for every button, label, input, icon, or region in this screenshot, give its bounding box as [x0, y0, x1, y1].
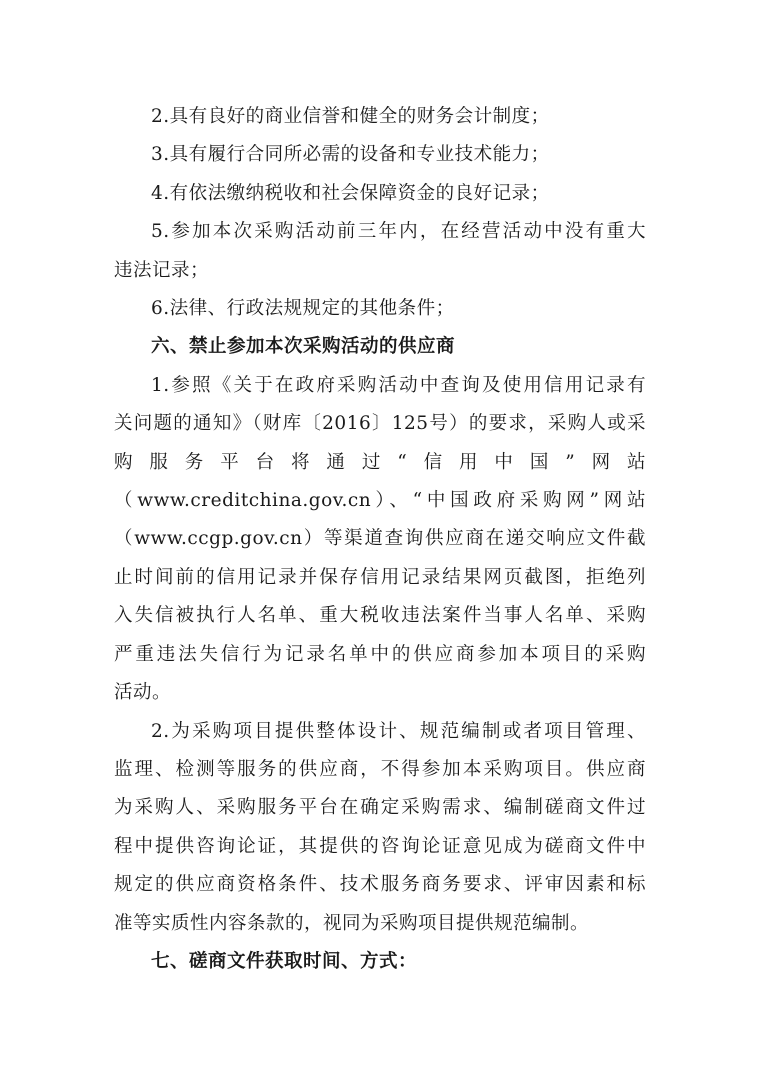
paragraph [114, 290, 646, 328]
text-line: 5.参加本次采购活动前三年内，在经营活动中没有重大 [151, 221, 646, 243]
text-line: 2.具有良好的商业信誉和健全的财务会计制度； [151, 106, 550, 127]
text-line: （www.ccgp.gov.cn）等渠道查询供应商在递交响应文件截 [114, 528, 646, 550]
text-line: 购服务平台将通过“信用中国”网站 [114, 451, 646, 473]
section-heading: 七、磋商文件获取时间、方式： [151, 950, 418, 972]
text-line: 程中提供咨询论证，其提供的咨询论证意见成为磋商文件中 [114, 835, 646, 857]
section-heading: 六、禁止参加本次采购活动的供应商 [151, 336, 456, 358]
text-line: 违法记录； [114, 259, 210, 281]
text-line: 准等实质性内容条款的，视同为采购项目提供规范编制。 [114, 912, 590, 934]
text-line: 3.具有履行合同所必需的设备和专业技术能力； [151, 144, 550, 166]
paragraph [114, 213, 646, 290]
paragraph [114, 98, 646, 136]
text-line: 规定的供应商资格条件、技术服务商务要求、评审因素和标 [114, 874, 646, 896]
paragraph [114, 136, 646, 174]
paragraph [114, 713, 646, 943]
text-line: 监理、检测等服务的供应商，不得参加本采购项目。供应商 [114, 758, 646, 780]
text-line: 为采购人、采购服务平台在确定采购需求、编制磋商文件过 [114, 797, 646, 819]
text-line: 6.法律、行政法规规定的其他条件； [151, 298, 455, 320]
text-line: 活动。 [114, 682, 172, 704]
text-line: （www.creditchina.gov.cn）、“中国政府采购网”网站 [114, 490, 646, 512]
text-line: 4.有依法缴纳税收和社会保障资金的良好记录； [151, 182, 550, 204]
paragraph [114, 175, 646, 213]
text-line: 关问题的通知》（财库〔2016〕125号）的要求，采购人或采 [114, 413, 646, 435]
document-page [114, 98, 646, 981]
text-line: 1.参照《关于在政府采购活动中查询及使用信用记录有 [151, 374, 646, 396]
paragraph [114, 367, 646, 713]
text-line: 严重违法失信行为记录名单中的供应商参加本项目的采购 [114, 643, 646, 665]
text-line: 入失信被执行人名单、重大税收违法案件当事人名单、采购 [114, 605, 646, 627]
text-line: 2.为采购项目提供整体设计、规范编制或者项目管理、 [151, 720, 646, 742]
text-line: 止时间前的信用记录并保存信用记录结果网页截图，拒绝列 [114, 566, 646, 588]
